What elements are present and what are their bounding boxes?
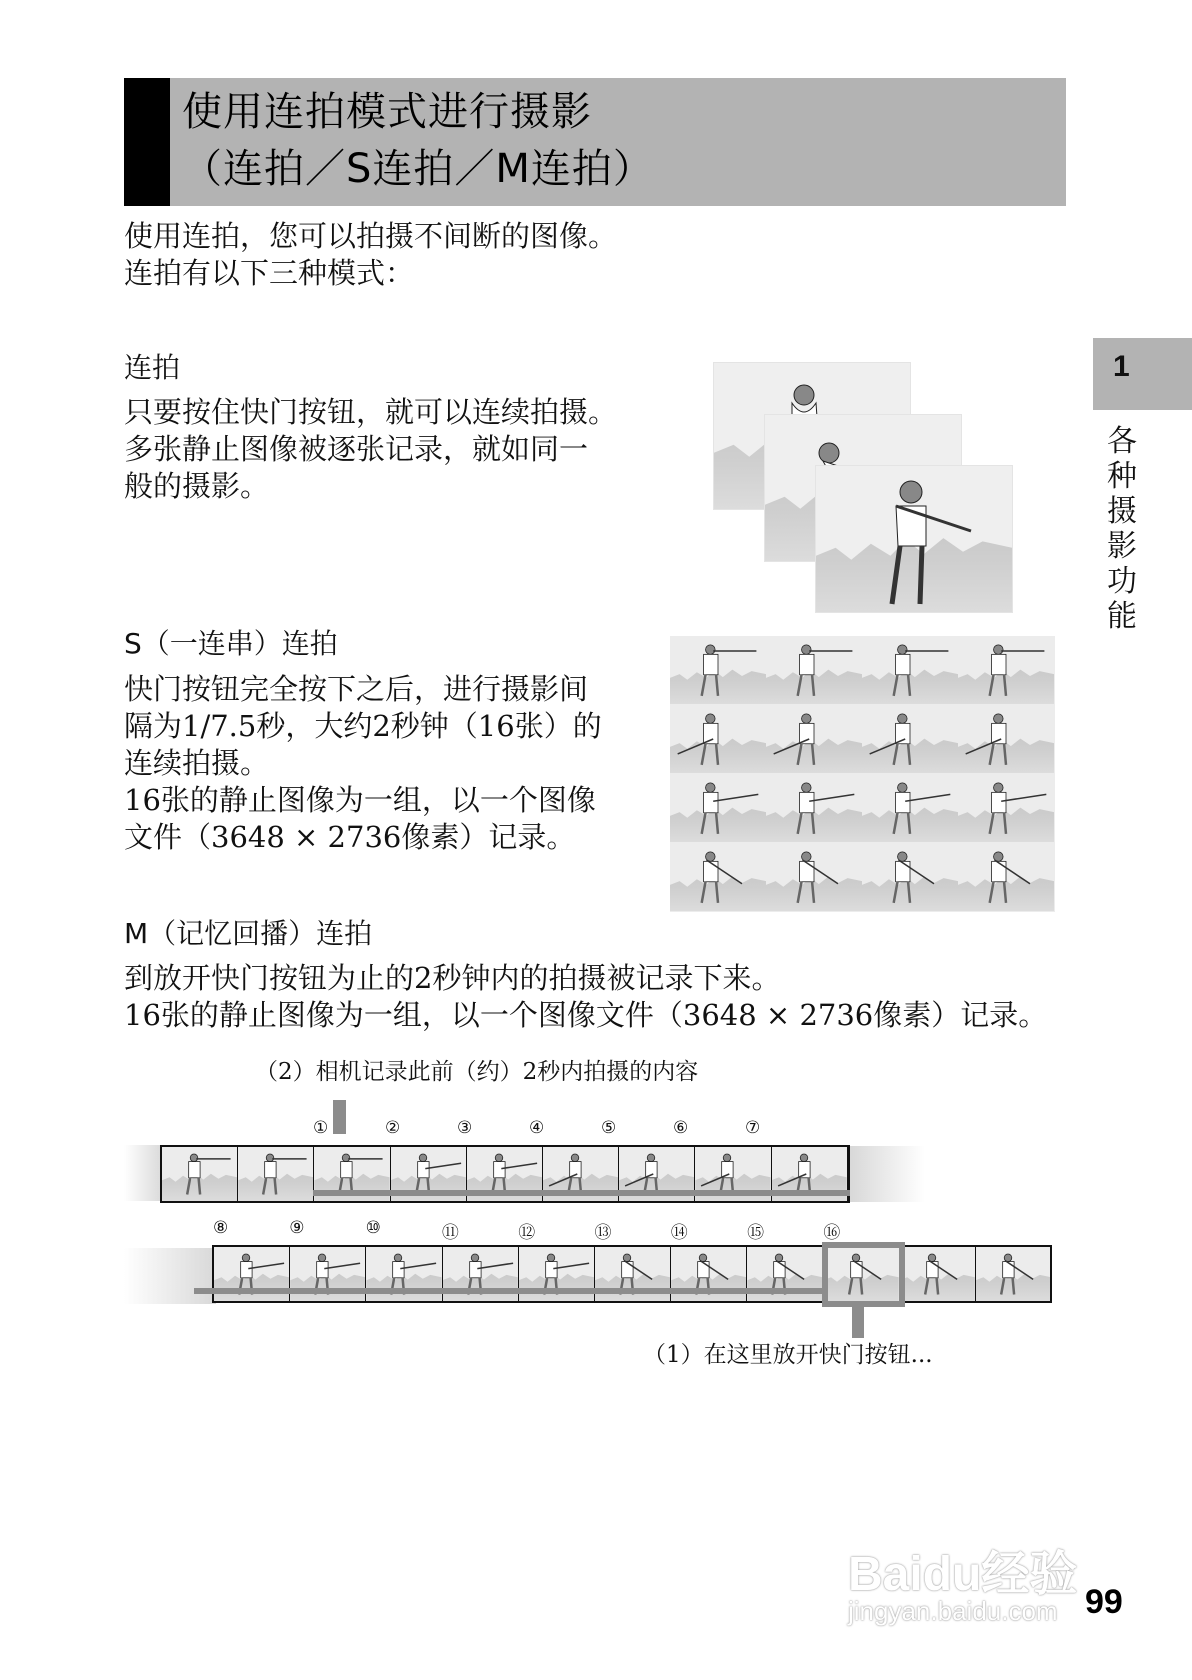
frame-number: ⑬	[594, 1223, 612, 1243]
frame-number: ⑯	[823, 1223, 841, 1243]
recorded-range-bar	[194, 1288, 824, 1294]
frame-number: ⑤	[601, 1118, 617, 1138]
golfer-illustration	[670, 705, 766, 773]
golfer-illustration	[900, 1247, 976, 1301]
section-body-continuous: 只要按住快门按钮，就可以连续拍摄。 多张静止图像被逐张记录，就如同一 般的摄影。	[124, 395, 618, 503]
golfer-illustration	[862, 774, 958, 842]
frame-number: ⑪	[441, 1223, 459, 1243]
frame-number: ⑨	[289, 1218, 305, 1238]
frame-thumbnail	[958, 636, 1054, 704]
section-heading-s-burst: S（一连串）连拍	[124, 627, 338, 660]
frame-thumbnail	[766, 843, 862, 911]
frame-number: ⑥	[673, 1118, 689, 1138]
golfer-illustration	[670, 636, 766, 704]
golfer-illustration	[862, 705, 958, 773]
baidu-watermark-logo: Baidu经验	[848, 1548, 1078, 1601]
golfer-illustration	[162, 1147, 238, 1201]
strip-fade	[124, 1145, 164, 1201]
section-body-s-burst: 快门按钮完全按下之后，进行摄影间 隔为1/7.5秒，大约2秒钟（16张）的 连续拍摄。 16张的静止图像为一组，以一个图像 文件（3648 × 2736像素）记录。	[124, 672, 602, 854]
golfer-illustration	[958, 636, 1054, 704]
golfer-illustration	[958, 843, 1054, 911]
golfer-illustration	[862, 636, 958, 704]
golfer-illustration	[958, 705, 1054, 773]
frame-number: ④	[529, 1118, 545, 1138]
intro-text: 使用连拍，您可以拍摄不间断的图像。 连拍有以下三种模式：	[124, 219, 618, 290]
frame-number: ②	[385, 1118, 401, 1138]
release-highlight-box	[822, 1242, 905, 1307]
golfer-illustration	[976, 1247, 1052, 1301]
s-burst-grid-image	[670, 636, 1055, 912]
golfer-illustration	[670, 843, 766, 911]
frame-number: ①	[313, 1118, 329, 1138]
continuous-photo-stack	[713, 362, 1013, 612]
frame-number: ⑫	[518, 1223, 536, 1243]
title-bar	[124, 78, 1066, 206]
golfer-illustration	[958, 774, 1054, 842]
section-heading-m-burst: M（记忆回播）连拍	[124, 917, 373, 950]
chapter-label: 各种摄影功能	[1107, 424, 1137, 634]
golfer-illustration	[766, 636, 862, 704]
frame-number: ③	[457, 1118, 473, 1138]
section-heading-continuous: 连拍	[124, 351, 181, 384]
golfer-illustration	[238, 1147, 314, 1201]
golfer-illustration	[670, 774, 766, 842]
baidu-watermark-url: jingyan.baidu.com	[848, 1596, 1058, 1626]
frame-thumbnail	[900, 1247, 976, 1301]
chapter-tab	[1093, 338, 1192, 410]
marker-start	[333, 1100, 346, 1134]
frame-strip-row2	[212, 1245, 1052, 1303]
frame-thumbnail	[162, 1147, 238, 1201]
frame-thumbnail	[670, 636, 766, 704]
frame-number: ⑦	[745, 1118, 761, 1138]
page-number: 99	[1085, 1583, 1123, 1621]
frame-number: ⑮	[747, 1223, 765, 1243]
marker-release	[852, 1307, 864, 1338]
photo-frame	[815, 465, 1013, 613]
title-accent-bar	[124, 78, 170, 206]
page-title: 使用连拍模式进行摄影 （连拍／S连拍／M连拍）	[182, 89, 654, 192]
section-body-m-burst: 到放开快门按钮为止的2秒钟内的拍摄被记录下来。 16张的静止图像为一组，以一个图像文件（3648 × 2736像素）记录。	[124, 961, 1048, 1032]
strip-fade	[124, 1248, 216, 1304]
golfer-illustration	[766, 774, 862, 842]
frame-thumbnail	[958, 705, 1054, 773]
diagram-caption-bottom: （1）在这里放开快门按钮...	[643, 1342, 933, 1368]
frame-thumbnail	[766, 774, 862, 842]
frame-thumbnail	[238, 1147, 314, 1201]
frame-thumbnail	[976, 1247, 1052, 1301]
strip-fade	[850, 1146, 925, 1202]
golfer-illustration	[862, 843, 958, 911]
frame-thumbnail	[862, 843, 958, 911]
frame-thumbnail	[862, 705, 958, 773]
frame-number: ⑧	[213, 1218, 229, 1238]
recorded-range-bar	[313, 1190, 856, 1196]
golfer-illustration	[766, 843, 862, 911]
frame-thumbnail	[958, 843, 1054, 911]
frame-thumbnail	[958, 774, 1054, 842]
frame-thumbnail	[862, 774, 958, 842]
diagram-caption-top: （2）相机记录此前（约）2秒内拍摄的内容	[255, 1059, 699, 1085]
chapter-number: 1	[1113, 350, 1130, 383]
frame-thumbnail	[766, 636, 862, 704]
frame-thumbnail	[670, 843, 766, 911]
frame-thumbnail	[670, 774, 766, 842]
frame-thumbnail	[670, 705, 766, 773]
golfer-illustration	[876, 476, 986, 611]
frame-number: ⑩	[365, 1218, 381, 1238]
frame-thumbnail	[862, 636, 958, 704]
golfer-illustration	[766, 705, 862, 773]
frame-number: ⑭	[670, 1223, 688, 1243]
frame-thumbnail	[766, 705, 862, 773]
